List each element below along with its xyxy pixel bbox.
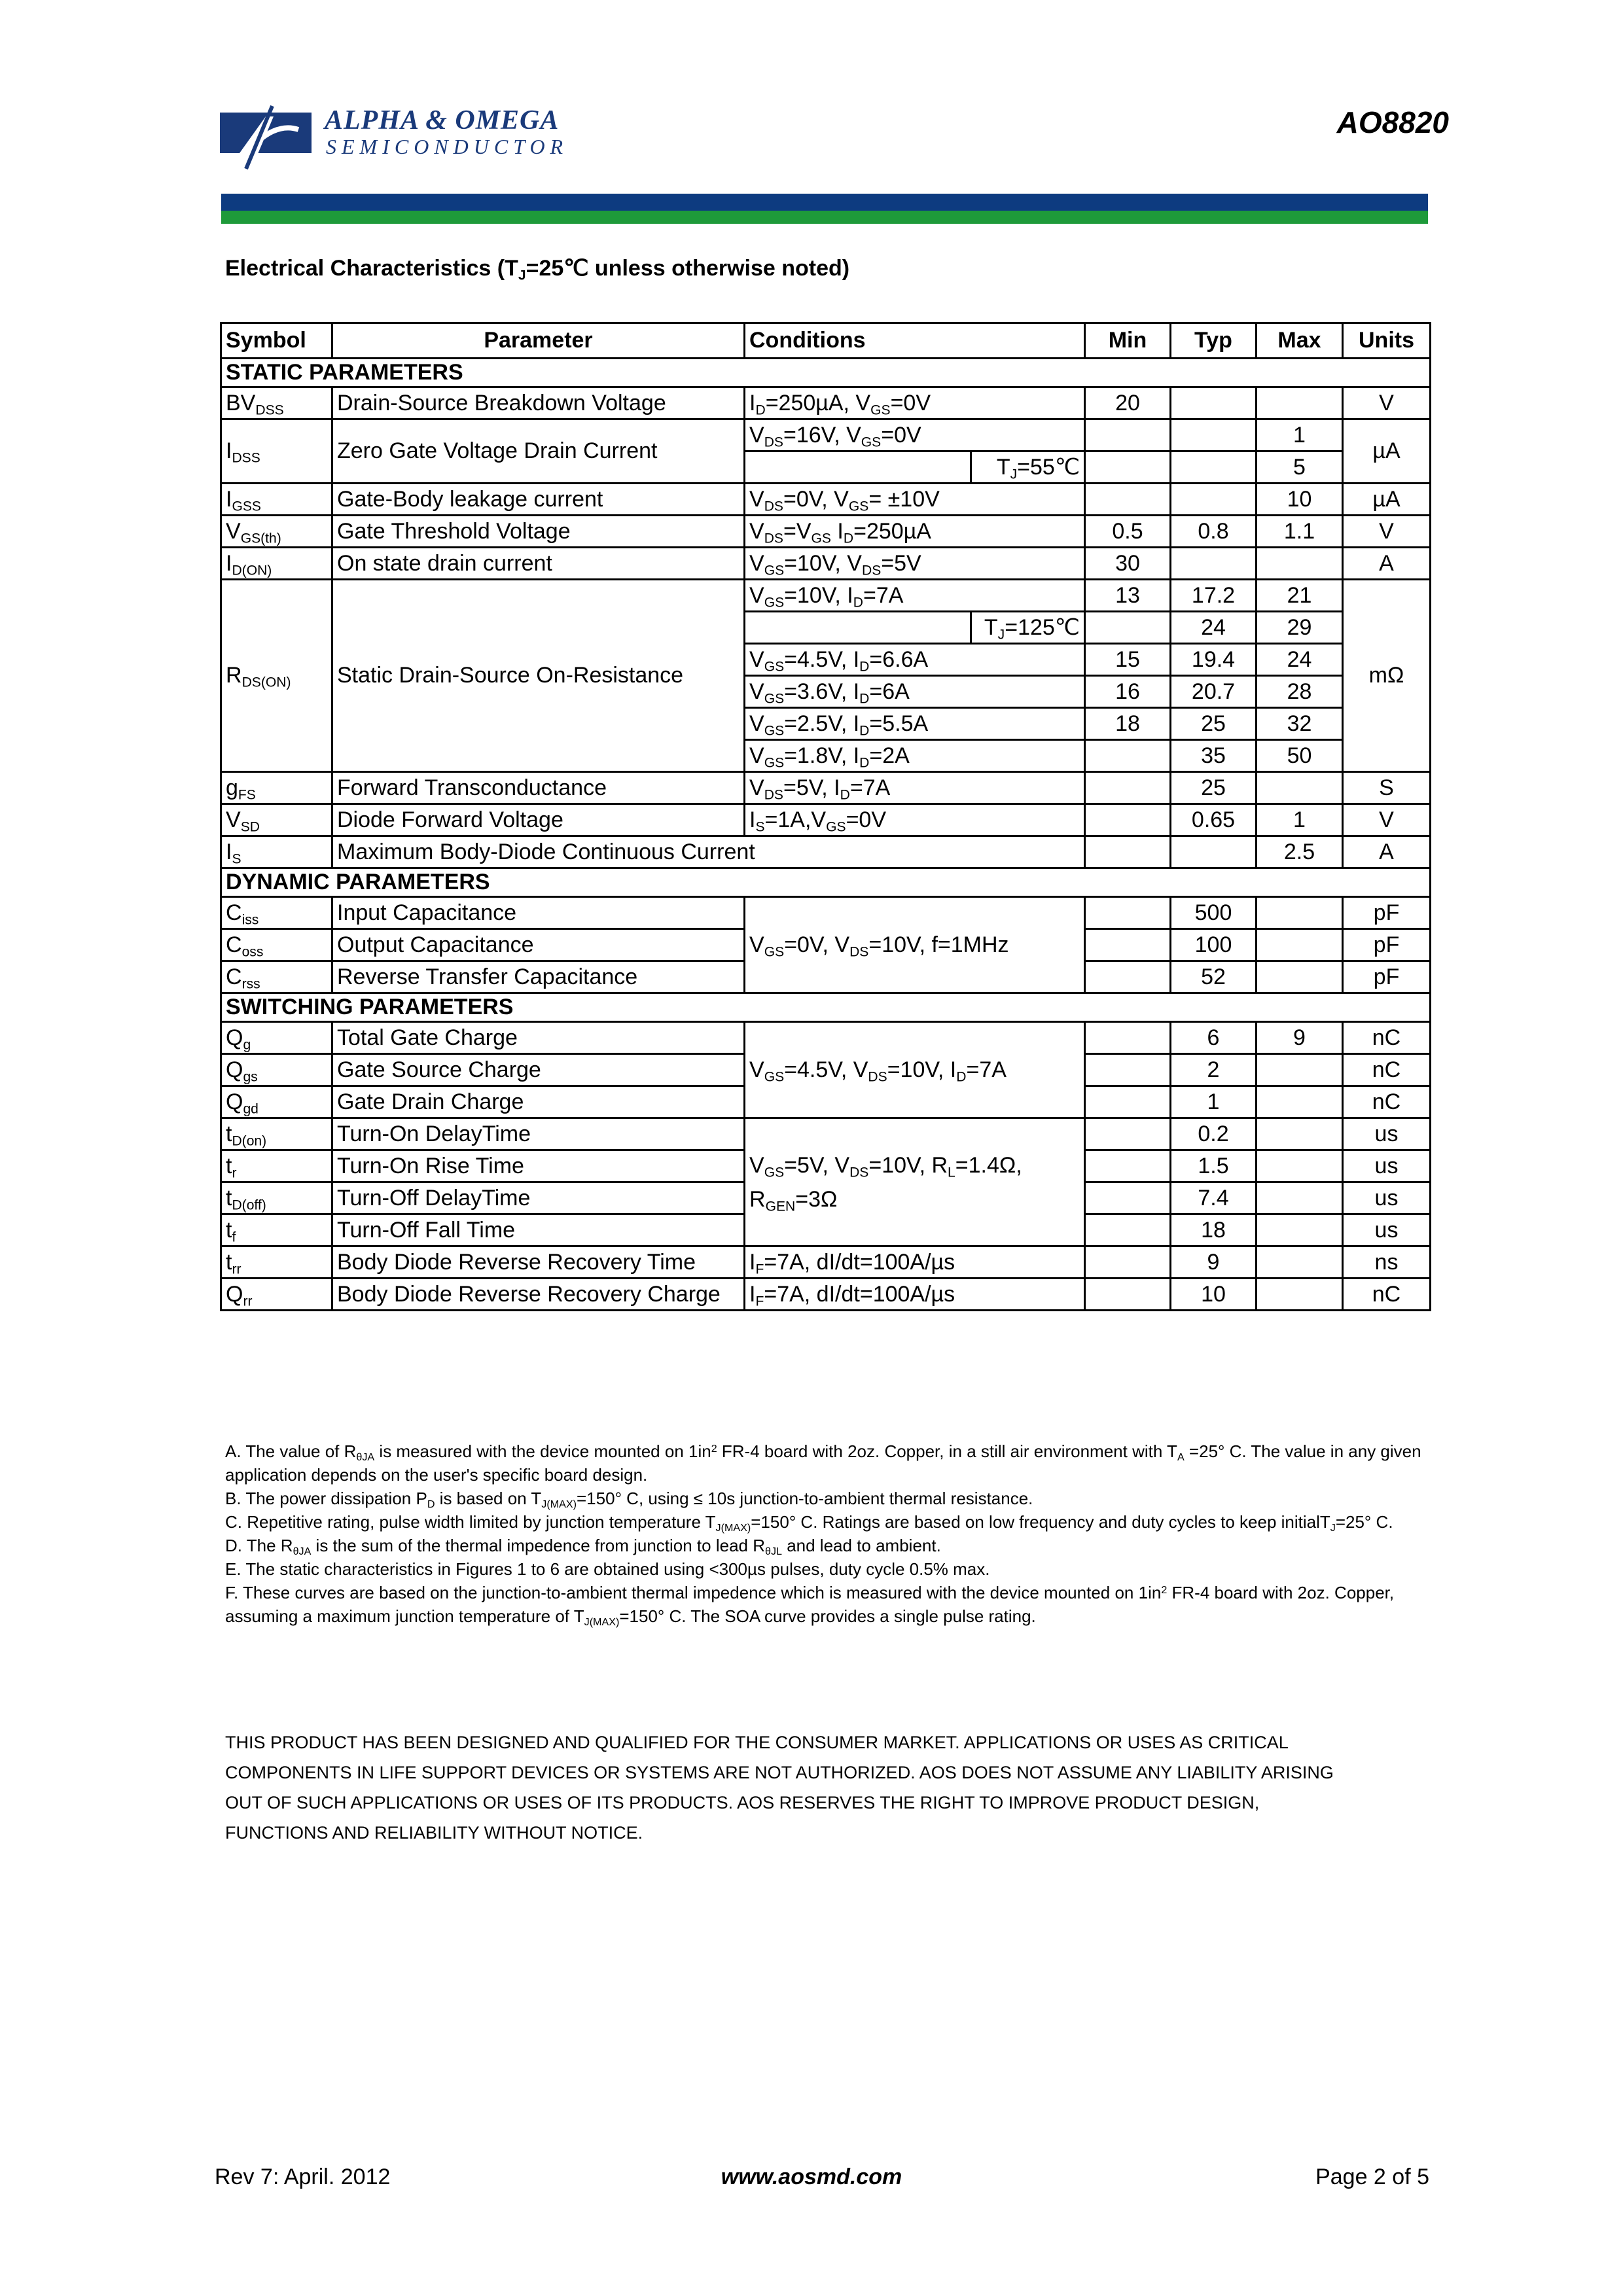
max-cell: 10 [1257,484,1343,516]
company-subtitle: SEMICONDUCTOR [326,135,569,158]
max-cell: 24 [1257,644,1343,676]
header-band-blue [221,194,1428,211]
max-cell: 2.5 [1257,836,1343,868]
symbol-cell: $t_{D(on)}$ [221,1118,332,1150]
condition-cell: $I_S=1A,V_{GS}=0V$ [745,804,1085,836]
unit-cell: pF [1343,961,1431,993]
typ-cell: 17.2 [1171,580,1257,612]
unit-cell: nC [1343,1279,1431,1311]
typ-cell: 2 [1171,1054,1257,1086]
table-row [221,548,1431,580]
table-row [221,1279,1431,1311]
typ-cell: 52 [1171,961,1257,993]
condition-cell: $V_{DS}=16V$, $V_{GS}=0V$ [745,419,1085,451]
unit-cell: us [1343,1214,1431,1246]
min-cell: 0.5 [1085,516,1171,548]
typ-cell: 10 [1171,1279,1257,1311]
min-cell: 15 [1085,644,1171,676]
note-a: A. The value of $R_{\theta JA}$ is measured with the device mounted on $1in^2$ FR-4 board with 2oz. Copper, in a still air environment with $T_A =25^\circ$ C. The value in any given application depends on the user's specific board design. [225,1441,1421,1485]
electrical-characteristics-table [220,322,1431,1311]
max-cell: 1 [1257,804,1343,836]
static-section-title: STATIC PARAMETERS [221,359,1431,387]
symbol-cell: $I_{DSS}$ [221,419,332,484]
disclaimer-line: OUT OF SUCH APPLICATIONS OR USES OF ITS PRODUCTS. AOS RESERVES THE RIGHT TO IMPROVE PRODUCT DESIGN, [225,1793,1260,1812]
disclaimer-line: COMPONENTS IN LIFE SUPPORT DEVICES OR SYSTEMS ARE NOT AUTHORIZED. AOS DOES NOT ASSUME ANY LIABILITY ARISING [225,1763,1334,1782]
max-cell: 1 [1257,419,1343,451]
disclaimer [225,1727,1429,1848]
typ-cell: 6 [1171,1022,1257,1054]
symbol-cell: $t_{D(off)}$ [221,1182,332,1214]
symbol-cell: $I_S$ [221,836,332,868]
max-cell: 28 [1257,676,1343,708]
condition-cell: $T_J=55℃$ [971,451,1085,484]
max-cell: 1.1 [1257,516,1343,548]
parameter-cell: On state drain current [332,548,745,580]
typ-cell: 0.8 [1171,516,1257,548]
parameter-cell: Gate Threshold Voltage [332,516,745,548]
min-cell: 16 [1085,676,1171,708]
unit-cell: µA [1343,484,1431,516]
max-cell: 50 [1257,740,1343,772]
typ-cell: 7.4 [1171,1182,1257,1214]
parameter-cell: Turn-Off Fall Time [332,1214,745,1246]
typ-cell: 0.65 [1171,804,1257,836]
symbol-cell: $Q_g$ [221,1022,332,1054]
max-cell: 21 [1257,580,1343,612]
parameter-cell: Zero Gate Voltage Drain Current [332,419,745,484]
unit-cell: pF [1343,929,1431,961]
note-d: D. The $R_{\theta JA}$ is the sum of the thermal impedence from junction to lead $R_{\theta JL}$ and lead to ambient. [225,1536,941,1557]
aos-logo-icon [220,103,312,171]
symbol-cell: $I_{GSS}$ [221,484,332,516]
company-name: ALPHA & OMEGA [325,105,560,135]
unit-cell: A [1343,548,1431,580]
unit-cell: pF [1343,897,1431,929]
header-min: Min [1085,323,1171,359]
condition-cell: $V_{GS}=2.5V$, $I_D=5.5A$ [745,708,1085,740]
table-row [221,772,1431,804]
typ-cell: 500 [1171,897,1257,929]
max-cell: 32 [1257,708,1343,740]
table-header-row [221,323,1431,359]
header-symbol: Symbol [221,323,332,359]
typ-cell: 100 [1171,929,1257,961]
table-row [221,804,1431,836]
unit-cell: nC [1343,1054,1431,1086]
unit-cell: V [1343,387,1431,419]
table-row [221,1118,1431,1150]
disclaimer-line: THIS PRODUCT HAS BEEN DESIGNED AND QUALIFIED FOR THE CONSUMER MARKET. APPLICATIONS OR USES AS CRITICAL [225,1733,1289,1752]
condition-cell: $V_{GS}=5V$, $V_{DS}=10V$, $R_L=1.4\Omega$, $R_{GEN}=3\Omega$ [745,1118,1085,1246]
condition-cell: $V_{GS}=1.8V$, $I_D=2A$ [745,740,1085,772]
parameter-cell: Turn-Off DelayTime [332,1182,745,1214]
symbol-cell: $Q_{rr}$ [221,1279,332,1311]
header-typ: Typ [1171,323,1257,359]
symbol-cell: $BV_{DSS}$ [221,387,332,419]
part-number: AO8820 [1336,105,1449,139]
parameter-cell: Forward Transconductance [332,772,745,804]
symbol-cell: $Q_{gs}$ [221,1054,332,1086]
unit-cell: A [1343,836,1431,868]
table-row [221,836,1431,868]
section-title: Electrical Characteristics ($T_J=25℃$ unless otherwise noted) [225,256,850,283]
parameter-cell: Gate-Body leakage current [332,484,745,516]
symbol-cell: $t_r$ [221,1150,332,1182]
typ-cell: 25 [1171,708,1257,740]
symbol-cell: $C_{rss}$ [221,961,332,993]
condition-cell: $V_{DS}=V_{GS}$ $I_D=250\mu A$ [745,516,1085,548]
condition-cell: $V_{GS}=10V$, $I_D=7A$ [745,580,1085,612]
table-row [221,484,1431,516]
company-logo [220,103,613,175]
typ-cell: 1 [1171,1086,1257,1118]
unit-cell: V [1343,804,1431,836]
footnotes [225,1439,1429,1628]
condition-cell: $V_{GS}=4.5V$, $I_D=6.6A$ [745,644,1085,676]
table-row [221,387,1431,419]
parameter-cell: Maximum Body-Diode Continuous Current [332,836,1085,868]
symbol-cell: $g_{FS}$ [221,772,332,804]
header-conditions: Conditions [745,323,1085,359]
unit-cell: S [1343,772,1431,804]
table-row [221,419,1431,451]
typ-cell: 35 [1171,740,1257,772]
parameter-cell: Gate Source Charge [332,1054,745,1086]
parameter-cell: Turn-On DelayTime [332,1118,745,1150]
typ-cell: 20.7 [1171,676,1257,708]
parameter-cell: Static Drain-Source On-Resistance [332,580,745,772]
typ-cell: 1.5 [1171,1150,1257,1182]
note-c: C. Repetitive rating, pulse width limited by junction temperature $T_{J(MAX)}=150^\circ$ C. Ratings are based on low frequency and duty cycles to keep initialT$_J$=25° C. [225,1512,1393,1534]
condition-cell: $I_F=7A$, dI/dt=100A/µs [745,1246,1085,1279]
parameter-cell: Drain-Source Breakdown Voltage [332,387,745,419]
parameter-cell: Diode Forward Voltage [332,804,745,836]
symbol-cell: $C_{iss}$ [221,897,332,929]
note-e: E. The static characteristics in Figures 1 to 6 are obtained using <300µs pulses, duty cycle 0.5% max. [225,1559,990,1579]
max-cell [1257,387,1343,419]
min-cell: 30 [1085,548,1171,580]
unit-cell: nC [1343,1022,1431,1054]
unit-cell: ns [1343,1246,1431,1279]
condition-cell: $T_J=125℃$ [971,612,1085,644]
condition-cell: $V_{GS}=10V$, $V_{DS}=5V$ [745,548,1085,580]
symbol-cell: $I_{D(ON)}$ [221,548,332,580]
typ-cell: 24 [1171,612,1257,644]
parameter-cell: Total Gate Charge [332,1022,745,1054]
parameter-cell: Reverse Transfer Capacitance [332,961,745,993]
note-b: B. The power dissipation $P_D$ is based on $T_{J(MAX)}=150^\circ$ C, using ≤ 10s junction-to-ambient thermal resistance. [225,1489,1033,1510]
website-link[interactable]: www.aosmd.com [721,2164,902,2189]
parameter-cell: Body Diode Reverse Recovery Charge [332,1279,745,1311]
parameter-cell: Input Capacitance [332,897,745,929]
unit-cell: us [1343,1150,1431,1182]
parameter-cell: Gate Drain Charge [332,1086,745,1118]
typ-cell: 25 [1171,772,1257,804]
symbol-cell: $t_{rr}$ [221,1246,332,1279]
header-units: Units [1343,323,1431,359]
max-cell: 9 [1257,1022,1343,1054]
typ-cell: 9 [1171,1246,1257,1279]
symbol-cell: $V_{GS(th)}$ [221,516,332,548]
condition-cell: $V_{DS}=0V$, $V_{GS}= \pm 10V$ [745,484,1085,516]
table-row [221,1246,1431,1279]
condition-cell: $V_{GS}=4.5V$, $V_{DS}=10V$, $I_D=7A$ [745,1022,1085,1118]
condition-cell: $V_{GS}=3.6V$, $I_D=6A$ [745,676,1085,708]
table-row [221,1022,1431,1054]
switching-section-title: SWITCHING PARAMETERS [221,993,1431,1022]
typ-cell [1171,387,1257,419]
condition-cell: $V_{DS}=5V$, $I_D=7A$ [745,772,1085,804]
min-cell: 13 [1085,580,1171,612]
header-band-green [221,211,1428,224]
typ-cell: 19.4 [1171,644,1257,676]
typ-cell: 18 [1171,1214,1257,1246]
parameter-cell: Turn-On Rise Time [332,1150,745,1182]
disclaimer-line: FUNCTIONS AND RELIABILITY WITHOUT NOTICE. [225,1823,643,1843]
unit-cell: nC [1343,1086,1431,1118]
symbol-cell: $C_{oss}$ [221,929,332,961]
dynamic-section-title: DYNAMIC PARAMETERS [221,868,1431,897]
note-f: F. These curves are based on the junction-to-ambient thermal impedence which is measured with the device mounted on $1in^2$ FR-4 board with 2oz. Copper, assuming a maximum junction temperature of $T_{J(MAX)}=150^\circ$ C. The SOA curve provides a single pulse rating. [225,1583,1395,1628]
table-row [221,516,1431,548]
max-cell: 5 [1257,451,1343,484]
min-cell: 18 [1085,708,1171,740]
header-parameter: Parameter [332,323,745,359]
unit-cell: us [1343,1182,1431,1214]
unit-cell: µA [1343,419,1431,484]
revision-label: Rev 7: April. 2012 [215,2164,391,2189]
unit-cell: us [1343,1118,1431,1150]
unit-cell: mΩ [1343,580,1431,772]
min-cell: 20 [1085,387,1171,419]
condition-cell: $I_D=250\mu A$, $V_{GS}=0V$ [745,387,1085,419]
unit-cell: V [1343,516,1431,548]
max-cell: 29 [1257,612,1343,644]
condition-cell: $I_F=7A$, dI/dt=100A/µs [745,1279,1085,1311]
symbol-cell: $t_f$ [221,1214,332,1246]
symbol-cell: $R_{DS(ON)}$ [221,580,332,772]
header-max: Max [1257,323,1343,359]
condition-cell: $V_{GS}=0V$, $V_{DS}=10V$, f=1MHz [745,897,1085,993]
parameter-cell: Output Capacitance [332,929,745,961]
page-number: Page 2 of 5 [1315,2164,1429,2189]
typ-cell: 0.2 [1171,1118,1257,1150]
parameter-cell: Body Diode Reverse Recovery Time [332,1246,745,1279]
symbol-cell: $V_{SD}$ [221,804,332,836]
symbol-cell: $Q_{gd}$ [221,1086,332,1118]
table-row [221,897,1431,929]
table-row [221,580,1431,612]
